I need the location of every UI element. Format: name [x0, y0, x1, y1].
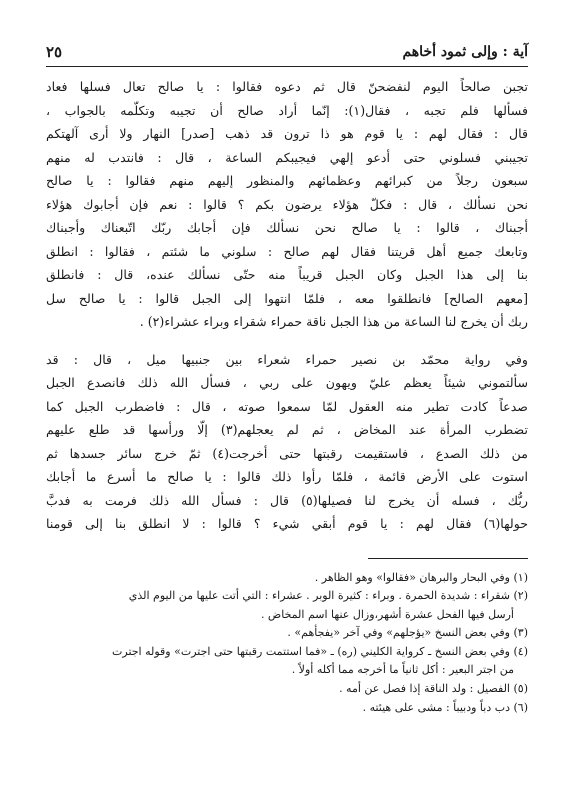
- text-line: صدعاً كادت تطير منه العقول لمّا سمعوا صوته ، قال : فاضطرب الجبل كما: [46, 398, 528, 414]
- text-line: سألتموني شيئاً يعظم عليّ ويهون على ربي ، فسأل الله ذلك فانصدع الجبل: [46, 375, 528, 390]
- text-line: نحن نسألك ، قال : فكلّ هؤلاء يرضون بكم ؟ قالوا : نعم فإن أجابوك هؤلاء: [46, 196, 528, 212]
- footnote: (٥) الفصيل : ولد الناقة إذا فصل عن أمه .: [339, 682, 528, 696]
- footnote-continuation: من اجتر البعير : أكل ثانياً ما أخرجه مما أكله أولاً .: [291, 663, 514, 677]
- page-number: ٢٥: [46, 43, 63, 61]
- running-header: [46, 38, 528, 67]
- text-line: ربك أن يخرج لنا الساعة من هذا الجبل ناقة حمراء شقراء وبراء عشراء(٢) .: [139, 314, 528, 329]
- text-line: من ذلك الصدع ، فاستقيمت رقبتها حتى أخرجت(٤) ثمّ خرج سائر جسدها ثم: [46, 445, 528, 461]
- footnote: (٦) دب دباً ودبيباً : مشى على هيئته .: [362, 700, 528, 714]
- paragraph-2: [46, 348, 528, 536]
- footnote: (٤) وفي بعض النسخ ـ كرواية الكليني (ره) ـ «فما استتمت رقبتها حتى اجترت» وقوله اجترت: [112, 644, 528, 658]
- footnote-separator: [368, 558, 528, 559]
- text-line: فسألها فلم تجبه ، فقال(١): إنّما أراد صالح أن تجيبه وتكلّمه بالجواب ،: [46, 102, 528, 118]
- text-line: تجيبني فسلوني حتى أدعو إلهي فيجيبكم الساعة ، قال : فانتدب له منهم: [46, 149, 528, 165]
- text-line: أجبناك ، قالوا : يا صالح نحن نسألك فإن أجابك ربّك اتّبعناك وأجبناك: [46, 220, 528, 235]
- footnote: (٢) شقراء : شديدة الحمرة . وبراء : كثيرة الوبر . عشراء : التي أتت عليها من اليوم الذي: [128, 589, 528, 603]
- text-line: وتابعك جميع أهل قريتنا فقال لهم صالح : سلوني ما شئتم ، فقالوا : انطلق: [46, 243, 528, 259]
- text-line: تجبن صالحاً اليوم لنفضحنّ قال ثم دعوه فقالوا : يا صالح تعال فسلها فعاد: [46, 79, 528, 94]
- text-line: استوت على الأرض قائمة ، فلمّا رأوا ذلك قالوا : يا صالح ما أسرع ما أجابك: [46, 469, 528, 484]
- text-line: حولها(٦) فقال لهم : يا قوم أبقي شيء ؟ قالوا : لا انطلق بنا إلى قومنا: [46, 516, 528, 531]
- text-line: وفي رواية محمّد بن نصير حمراء شعراء بين جنبيها ميل ، قال : قد: [46, 351, 528, 367]
- header-title: آية : وإلى ثمود أخاهم: [402, 44, 528, 60]
- text-line: بنا إلى هذا الجبل وكان الجبل قريباً منه حتّى نسألك عنده، قال : فانطلق: [46, 267, 528, 282]
- text-line: ربُّك ، فسله أن يخرج لنا فصيلها(٥) قال : فسأل الله ذلك فرمت به فدبَّ: [46, 492, 528, 508]
- text-line: [معهم الصالح] فانطلقوا معه ، فلمّا انتهوا إلى الجبل قالوا : يا صالح سل: [46, 290, 528, 306]
- paragraph-1: [46, 75, 528, 334]
- footnotes: [46, 569, 528, 718]
- text-line: قال : فقال لهم : يا قوم هو ذا ترون قد ذهب [صدر] النهار ولا أرى آلهتكم: [46, 126, 528, 141]
- footnote: (٣) وفي بعض النسخ «يؤجلهم» وفي آخر «يفجأهم» .: [287, 626, 528, 640]
- text-line: سبعون رجلاً من كبرائهم وعظمائهم والمنظور إليهم منهم فقالوا : يا صالح: [46, 173, 528, 188]
- footnote: (١) وفي البحار والبرهان «فقالوا» وهو الظاهر .: [314, 570, 528, 584]
- footnote-continuation: أرسل فيها الفحل عشرة أشهر،وزال عنها اسم المخاض .: [260, 607, 514, 621]
- text-line: تضطرب المرأة عند المخاض ، ثم لم يعجلهم(٣) إلّا ورأسها قد طلع عليهم: [46, 422, 528, 437]
